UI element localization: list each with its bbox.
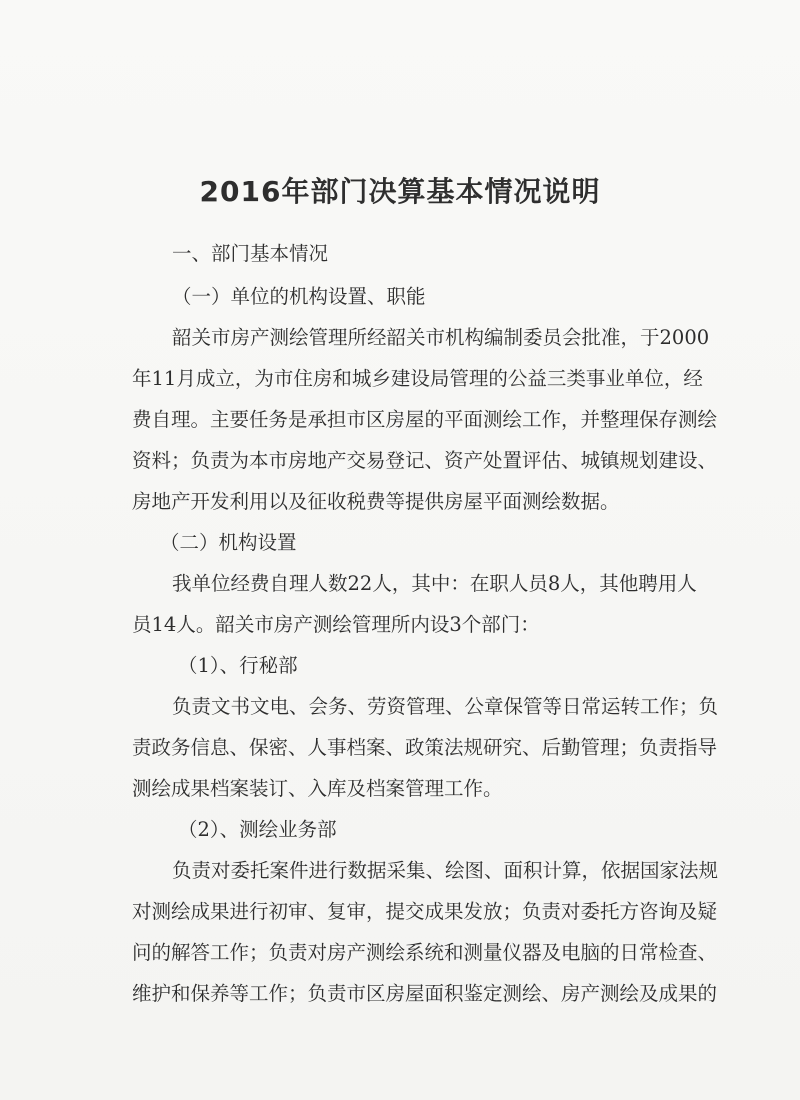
paragraph-line: 维护和保养等工作；负责市区房屋面积鉴定测绘、房产测绘及成果的 — [132, 982, 718, 1005]
subsection-heading-1: （一）单位的机构设置、职能 — [172, 285, 426, 308]
paragraph-line: 责政务信息、保密、人事档案、政策法规研究、后勤管理；负责指导 — [132, 736, 718, 759]
paragraph-line: 测绘成果档案装订、入库及档案管理工作。 — [132, 777, 503, 800]
subsection-heading-2: （二）机构设置 — [160, 531, 297, 554]
section-heading-1: 一、部门基本情况 — [172, 242, 329, 265]
paragraph-line: 负责文书文电、会务、劳资管理、公章保管等日常运转工作；负 — [172, 695, 719, 718]
paragraph-line: 负责对委托案件进行数据采集、绘图、面积计算，依据国家法规 — [172, 859, 719, 882]
document-title: 2016年部门决算基本情况说明 — [199, 175, 601, 208]
paragraph-line: 我单位经费自理人数22人，其中：在职人员8人，其他聘用人 — [172, 572, 697, 595]
paragraph-line: 问的解答工作；负责对房产测绘系统和测量仪器及电脑的日常检查、 — [132, 941, 718, 964]
paragraph-line: 员14人。韶关市房产测绘管理所内设3个部门： — [132, 613, 540, 636]
paragraph-line: 资料；负责为本市房地产交易登记、资产处置评估、城镇规划建设、 — [132, 449, 718, 472]
paragraph-line: 年11月成立，为市住房和城乡建设局管理的公益三类事业单位，经 — [132, 367, 703, 390]
paragraph-line: 房地产开发利用以及征收税费等提供房屋平面测绘数据。 — [132, 490, 620, 513]
paragraph-line: 对测绘成果进行初审、复审，提交成果发放；负责对委托方咨询及疑 — [132, 900, 718, 923]
department-heading-1: （1）、行秘部 — [178, 654, 298, 677]
paragraph-line: 韶关市房产测绘管理所经韶关市机构编制委员会批准，于2000 — [172, 326, 710, 349]
paragraph-line: 费自理。主要任务是承担市区房屋的平面测绘工作，并整理保存测绘 — [132, 408, 718, 431]
department-heading-2: （2）、测绘业务部 — [178, 818, 337, 841]
